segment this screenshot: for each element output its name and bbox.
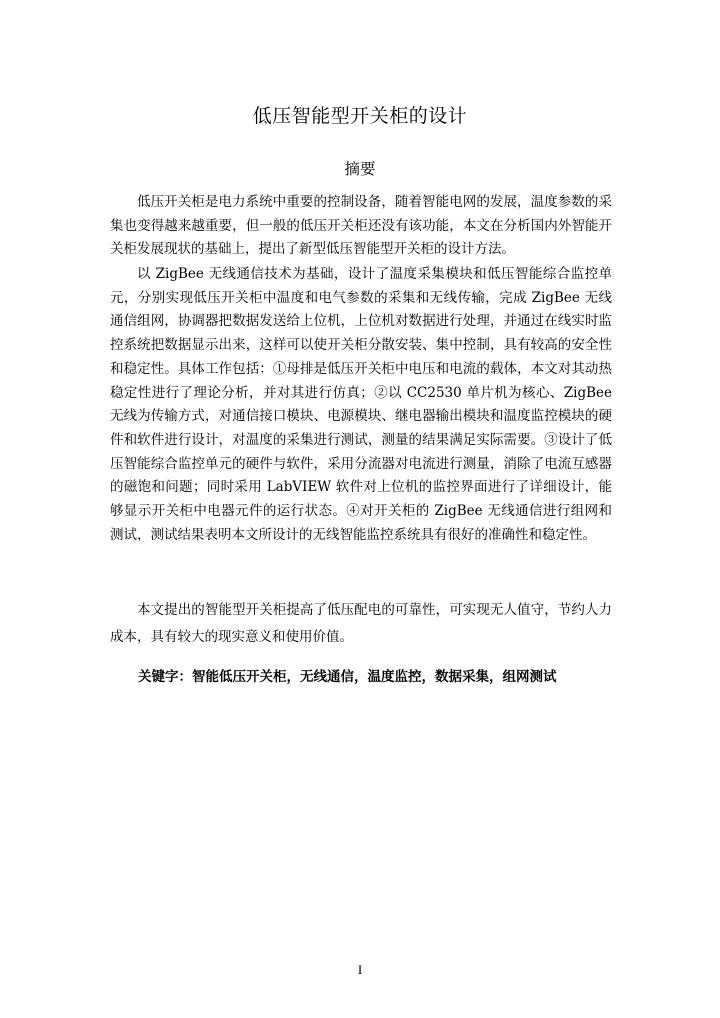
page-number: I <box>357 962 363 977</box>
abstract-paragraph-1: 低压开关柜是电力系统中重要的控制设备，随着智能电网的发展，温度参数的采集也变得越来越重要，但一般的低压开关柜还没有该功能，本文在分析国内外智能开关柜发展现状的基础上，提出了新型低压智能型开关柜的设计方法。 <box>110 194 612 258</box>
page-title: 低压智能型开关柜的设计 <box>252 105 468 127</box>
abstract-paragraph-3: 本文提出的智能型开关柜提高了低压配电的可靠性，可实现无人值守，节约人力成本，具有较大的现实意义和使用价值。 <box>110 602 612 645</box>
keywords-line: 关键字：智能低压开关柜，无线通信，温度监控，数据采集，组网测试 <box>138 669 557 685</box>
abstract-paragraph-2: 以 ZigBee 无线通信技术为基础，设计了温度采集模块和低压智能综合监控单元，分别实现低压开关柜中温度和电气参数的采集和无线传输，完成 ZigBee 无线通信组网，协调器把数据发送给上位机，上位机对数据进行处理，并通过在线实时监控系统把数据显示出来，这样可以使开关柜分散安装、集中控制，具有较高的安全性和稳定性。具体工作包括：①母排是低压开关柜中电压和电流的载体，本文对其动热稳定性进行了理论分析，并对其进行仿真；②以 CC2530 单片机为核心、ZigBee 无线为传输方式，对通信接口模块、电源模块、继电器输出模块和温度监控模块的硬件和软件进行设计，对温度的采集进行测试，测量的结果满足实际需要。③设计了低压智能综合监控单元的硬件与软件，采用分流器对电流进行测量，消除了电流互感器的磁饱和问题；同时采用 LabVIEW 软件对上位机的监控界面进行了详细设计，能够显示开关柜中电器元件的运行状态。④对开关柜的 ZigBee 无线通信进行组网和测试，测试结果表明本文所设计的无线智能监控系统具有很好的准确性和稳定性。 <box>110 266 612 543</box>
abstract-heading: 摘要 <box>344 160 376 178</box>
